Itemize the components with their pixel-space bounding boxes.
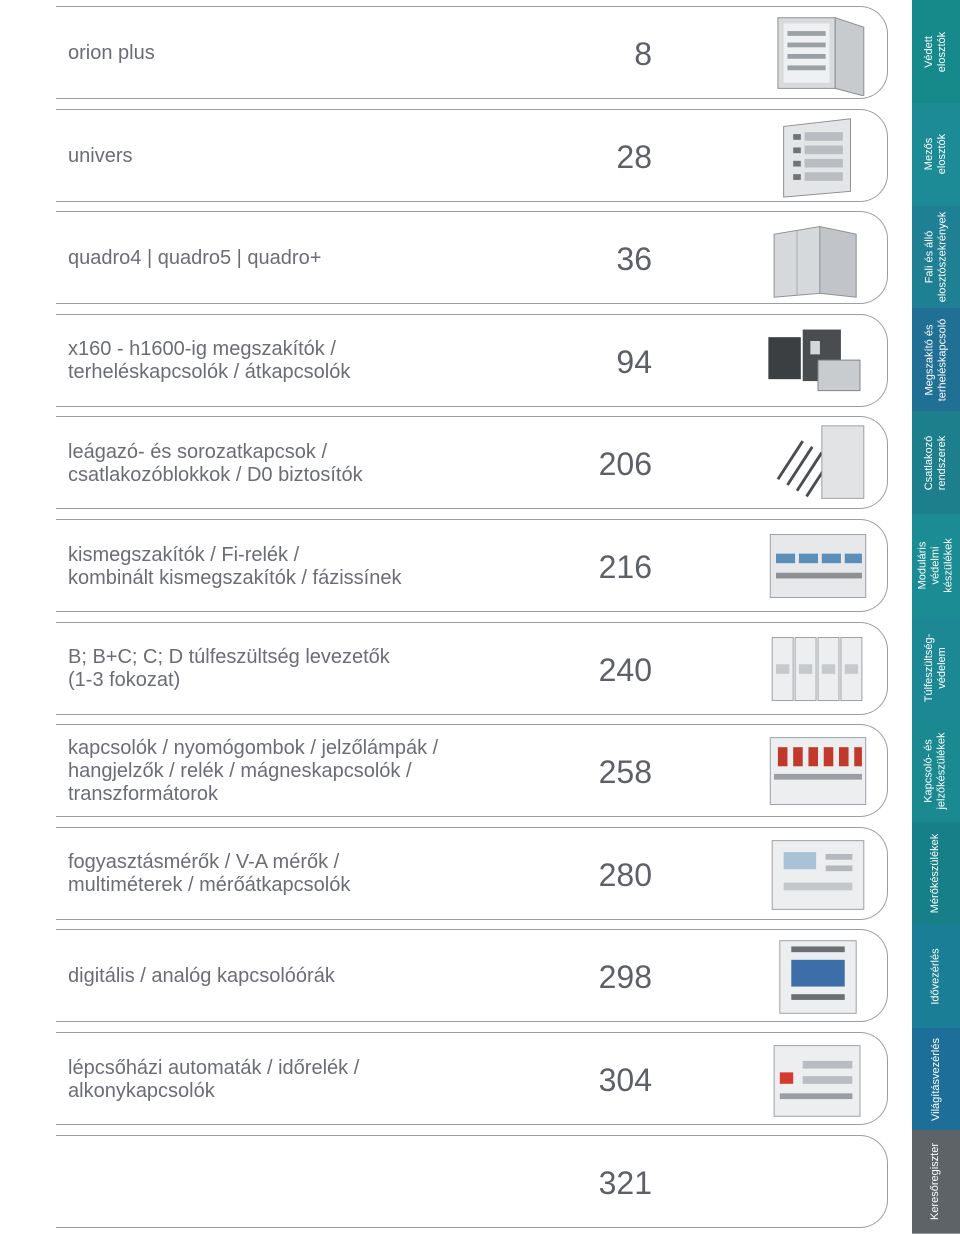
entry-title: leágazó- és sorozatkapcsok / csatlakozóblokkok / D0 biztosítók	[68, 440, 363, 486]
section-tab[interactable]	[912, 308, 960, 412]
entry-page-number: 240	[598, 651, 652, 688]
toc-entry[interactable]	[0, 724, 888, 819]
entry-page-number: 8	[634, 36, 652, 72]
entry-title: B; B+C; C; D túlfeszültség levezetők (1-3 fokozat)	[68, 646, 390, 692]
toc-entry[interactable]	[0, 622, 888, 717]
staircase-relay-icon	[762, 1038, 874, 1122]
section-tab[interactable]	[912, 103, 960, 207]
section-tab-label: Kapcsoló- és jelzőkészülékek	[923, 732, 949, 810]
meter-icon	[762, 833, 874, 917]
toc-entry[interactable]	[0, 519, 888, 614]
entry-title: univers	[68, 144, 133, 167]
cabinet-open-icon	[762, 12, 874, 96]
section-tab[interactable]	[912, 822, 960, 926]
section-tab-label: Moduláris védelmi készülékek	[916, 538, 955, 593]
section-tab[interactable]	[912, 206, 960, 310]
panel-frame-icon	[762, 115, 874, 199]
section-tab[interactable]	[912, 411, 960, 515]
entry-page-number: 216	[598, 549, 652, 585]
entry-title: lépcsőházi automaták / időrelék / alkonykapcsolók	[68, 1056, 360, 1102]
timer-icon	[762, 935, 874, 1019]
toc-entry[interactable]	[0, 827, 888, 922]
toc-entry[interactable]	[0, 416, 888, 511]
section-tab-label: Védett elosztók	[923, 31, 948, 72]
section-tab-label: Mérőkészülékek	[929, 833, 942, 914]
toc-entry[interactable]	[0, 1135, 888, 1230]
entry-title: kismegszakítók / Fi-relék / kombinált kismegszakítók / fázissínek	[68, 543, 402, 589]
entry-page-number: 258	[598, 754, 652, 791]
entry-page-number: 36	[616, 241, 652, 278]
entry-title: fogyasztásmérők / V-A mérők / multiméterek / mérőátkapcsolók	[68, 851, 351, 897]
section-tab[interactable]	[912, 719, 960, 823]
section-tab-label: Fali és álló elosztószekrények	[923, 211, 948, 303]
mcb-row-icon	[762, 525, 874, 609]
toc-entry[interactable]	[0, 1032, 888, 1127]
section-tab-label: Világításvezérlés	[929, 1037, 942, 1121]
toc-entry[interactable]	[0, 314, 888, 409]
entry-title: orion plus	[68, 42, 155, 64]
section-tab-label: Mezős elosztók	[923, 134, 948, 175]
entry-page-number: 206	[598, 446, 652, 483]
surge-arrester-icon	[762, 628, 874, 712]
section-tab-label: Keresőregiszter	[929, 1143, 942, 1221]
entry-title: digitális / analóg kapcsolóórák	[68, 965, 335, 988]
entry-page-number: 304	[598, 1062, 652, 1098]
section-tab[interactable]	[912, 1130, 960, 1234]
entry-title: quadro4 | quadro5 | quadro+	[68, 247, 322, 270]
toc-entry[interactable]	[0, 109, 888, 204]
entry-page-number: 298	[598, 959, 652, 996]
entry-page-number: 28	[616, 138, 652, 175]
section-sidebar	[912, 0, 960, 1233]
breaker-icon	[762, 320, 874, 404]
entry-page-number: 280	[598, 856, 652, 893]
section-tab-label: Megszakító és terheléskapcsoló	[923, 318, 948, 402]
entry-page-number: 321	[598, 1164, 652, 1201]
toc-entry[interactable]	[0, 6, 888, 101]
entry-page-number: 94	[616, 343, 652, 380]
section-tab[interactable]	[912, 0, 960, 104]
section-tab-label: Idővezérlés	[929, 948, 942, 1005]
toc-entry[interactable]	[0, 211, 888, 306]
toc-entry[interactable]	[0, 929, 888, 1024]
switch-row-icon	[762, 730, 874, 814]
floor-cabinet-icon	[762, 217, 874, 301]
section-tab[interactable]	[912, 1028, 960, 1132]
section-tab-label: Túlfeszültség- védelem	[923, 633, 949, 703]
section-tab[interactable]	[912, 617, 960, 721]
terminal-block-icon	[762, 422, 874, 506]
entry-title	[68, 1135, 588, 1230]
section-tab-label: Csatlakozó rendszerek	[923, 435, 949, 490]
section-tab[interactable]	[912, 925, 960, 1029]
entry-title: kapcsolók / nyomógombok / jelzőlámpák / hangjelzők / relék / mágneskapcsolók / transzformátorok	[68, 737, 439, 806]
entry-title: x160 - h1600-ig megszakítók / terheléskapcsolók / átkapcsolók	[68, 338, 351, 384]
section-tab[interactable]	[912, 514, 960, 618]
